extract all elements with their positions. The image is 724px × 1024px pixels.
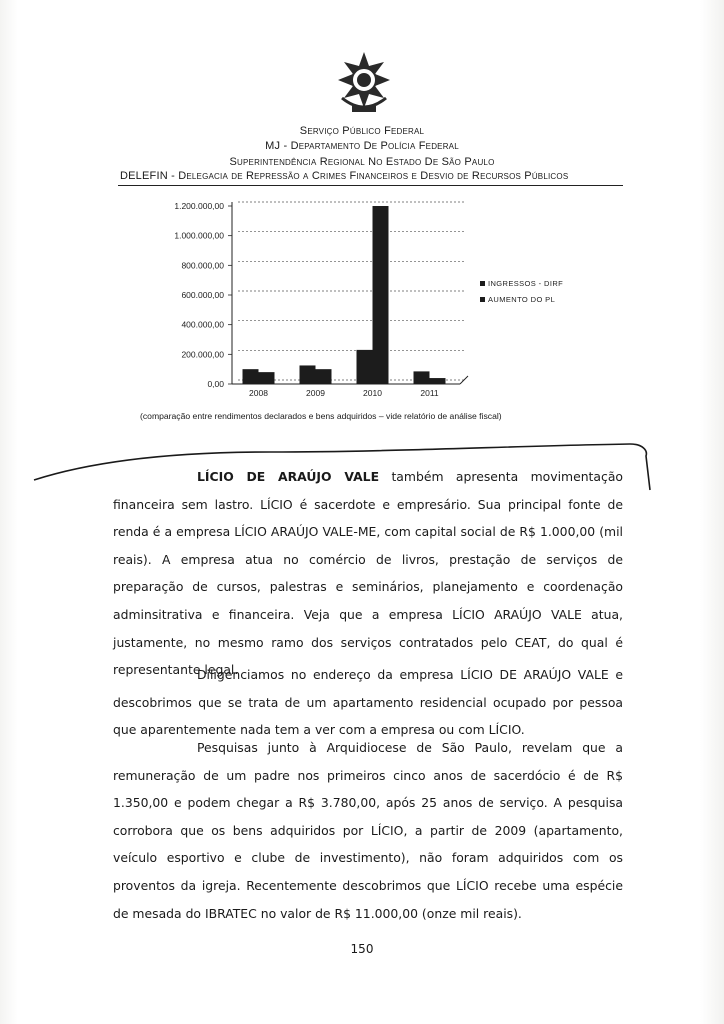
paragraph-diligence-text: Diligenciamos no endereço da empresa LÍCIO DE ARAÚJO VALE e descobrimos que se trata de um apartamento residencial ocupado por pessoa que aparentemente nada tem a ver com a empresa ou com LÍCIO. (113, 667, 623, 738)
bar-2011-0 (414, 371, 430, 384)
bar-2009-0 (300, 365, 316, 384)
y-tick-label: 800.000,00 (181, 260, 224, 271)
bar-2008-0 (243, 369, 259, 384)
paragraph-licio-text: também apresenta movimentação financeira sem lastro. LÍCIO é sacerdote e empresário. Sua principal fonte de renda é a empresa LÍCIO ARAÚJO VALE-ME, com capital social de R$ 1.000,00 (mil reais). A empresa atua no comércio de livros, prestação de serviços de preparação de cursos, palestras e seminários, planejamento e coordenação adminsitrativa e financeira. Veja que a empresa LÍCIO ARAÚJO VALE atua, justamente, no mesmo ramo dos serviços contratados pelo CEAT, do qual é representante legal. (113, 469, 623, 678)
header-divider (118, 185, 623, 186)
legend-swatch (480, 281, 485, 286)
subject-name: LÍCIO DE ARAÚJO VALE (197, 469, 380, 484)
header-department: MJ - Departamento De Polícia Federal (265, 140, 459, 152)
y-tick-label: 1.200.000,00 (174, 201, 224, 211)
page-number: 150 (350, 942, 374, 956)
bar-2010-0 (357, 350, 373, 384)
paragraph-archdiocese-text: Pesquisas junto à Arquidiocese de São Paulo, revelam que a remuneração de um padre nos primeiros cinco anos de sacerdócio é de R$ 1.350,00 e podem chegar a R$ 3.780,00, após 25 anos de serviço. A pesquisa corrobora que os bens adquiridos por LÍCIO, a partir de 2009 (apartamento, veículo esportivo e clube de investimento), não foram adquiridos com os proventos da igreja. Recentemente descobrimos que LÍCIO recebe uma espécie de mesada do IBRATEC no valor de R$ 11.000,00 (onze mil reais). (113, 740, 623, 921)
paragraph-diligence (113, 661, 623, 744)
x-tick-label: 2008 (249, 388, 268, 398)
bar-2011-1 (430, 378, 446, 384)
bar-2009-1 (316, 369, 332, 384)
y-tick-label: 200.000,00 (181, 349, 224, 360)
y-tick-label: 1.000.000,00 (174, 230, 224, 241)
bar-2010-1 (373, 206, 389, 384)
bar-2008-1 (259, 372, 275, 384)
header-service: Serviço Público Federal (299, 125, 425, 137)
y-tick-label: 0,00 (207, 379, 224, 389)
legend-swatch (480, 297, 485, 302)
x-axis-depth (460, 376, 468, 384)
header-superintendency: Superintendência Regional No Estado De São Paulo (229, 156, 495, 168)
paragraph-archdiocese (113, 734, 623, 927)
y-tick-label: 600.000,00 (181, 290, 224, 300)
chart-caption: (comparação entre rendimentos declarados e bens adquiridos – vide relatório de análise fiscal) (140, 411, 502, 421)
legend-label: AUMENTO DO PL (488, 295, 556, 304)
x-tick-label: 2010 (363, 388, 382, 398)
income-vs-assets-chart (120, 188, 600, 408)
header-delefin: DELEFIN - Delegacia de Repressão a Crimes Financeiros e Desvio de Recursos Públicos (120, 170, 569, 182)
legend-label: INGRESSOS - DIRF (488, 279, 564, 288)
y-tick-label: 400.000,00 (181, 319, 224, 330)
x-tick-label: 2009 (306, 388, 325, 398)
x-tick-label: 2011 (420, 388, 439, 398)
paragraph-licio (113, 463, 623, 684)
brazil-coat-of-arms-icon (330, 50, 398, 118)
